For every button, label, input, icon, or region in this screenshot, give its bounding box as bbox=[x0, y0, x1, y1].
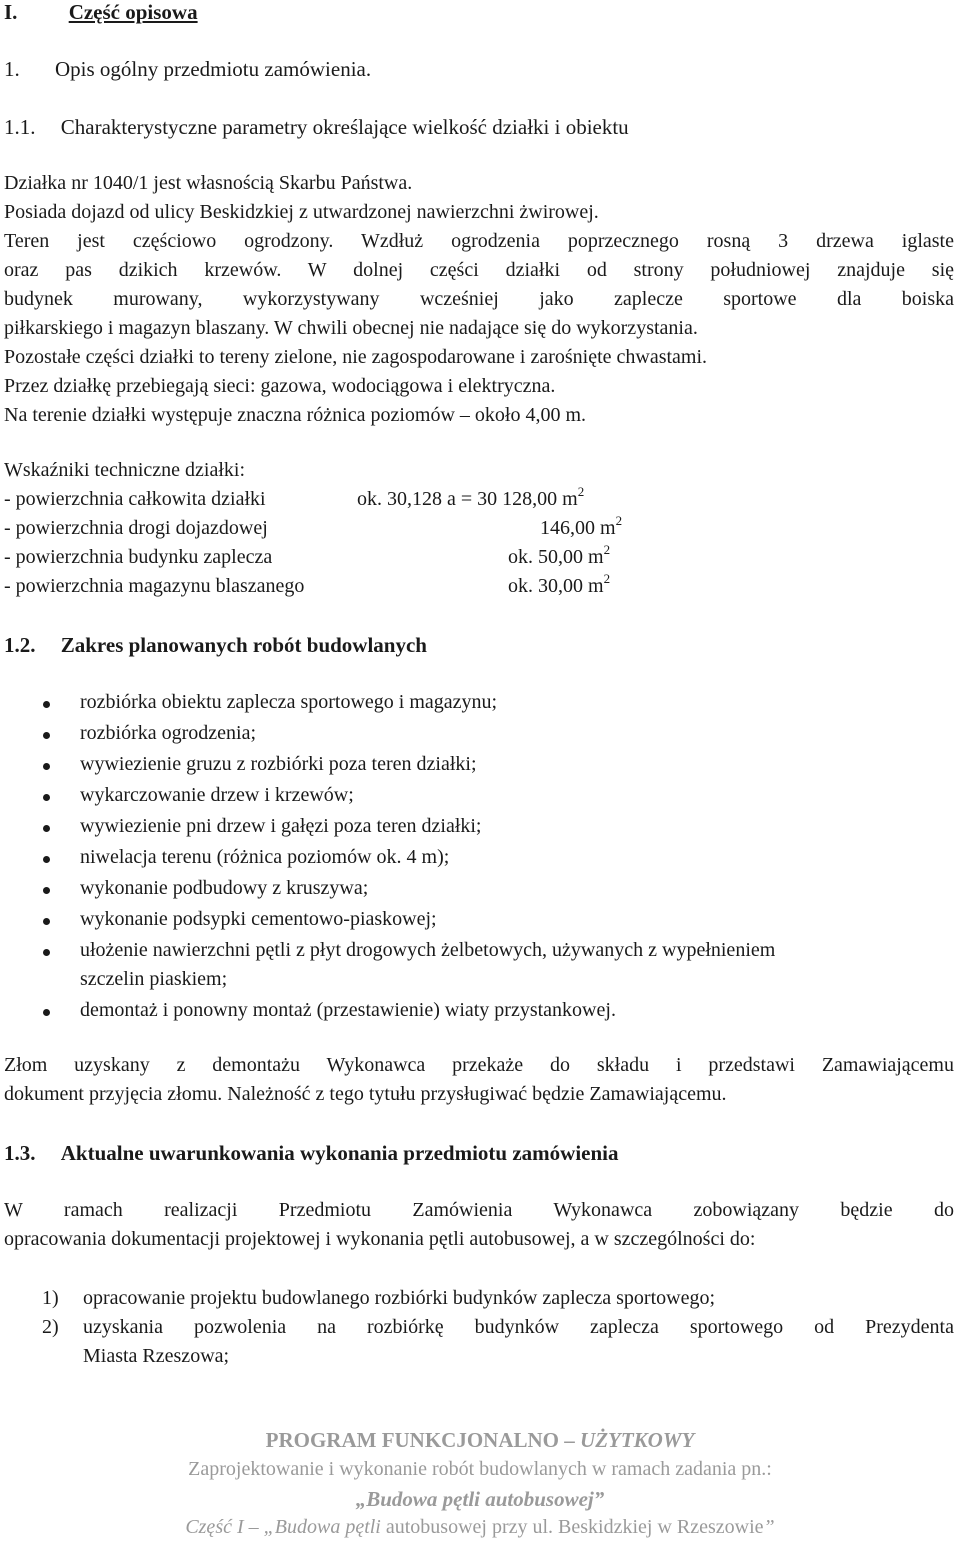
description-line: Na terenie działki występuje znaczna różnica poziomów – około 4,00 m. bbox=[4, 404, 587, 426]
indicator-value: ok. 50,00 $m^2$ bbox=[508, 542, 611, 568]
section-1-2-heading bbox=[4, 633, 427, 658]
list-item: wykarczowanie drzew i krzewów; bbox=[80, 784, 354, 806]
bullet-icon bbox=[43, 701, 50, 708]
indicator-value: ok. 30,128 a = 30 128,00 $m^2$ bbox=[357, 484, 585, 510]
list-item-continuation: szczelin piaskiem; bbox=[80, 968, 228, 990]
part-roman: I. bbox=[4, 0, 18, 24]
list-item: demontaż i ponowny montaż (przestawienie) wiaty przystankowej. bbox=[80, 999, 616, 1021]
section-number: 1. bbox=[4, 57, 20, 81]
description-line: Posiada dojazd od ulicy Beskidzkiej z utwardzonej nawierzchni żwirowej. bbox=[4, 201, 599, 223]
list-item: rozbiórka obiektu zaplecza sportowego i magazynu; bbox=[80, 691, 498, 713]
bullet-icon bbox=[43, 1009, 50, 1016]
bullet-icon bbox=[43, 794, 50, 801]
bullet-icon bbox=[43, 732, 50, 739]
section-number: 1.2. bbox=[4, 633, 36, 657]
list-item-continuation: Miasta Rzeszowa; bbox=[83, 1345, 230, 1367]
list-number: 1) bbox=[42, 1287, 59, 1309]
section-number: 1.1. bbox=[4, 115, 36, 139]
list-item: opracowanie projektu budowlanego rozbiórki budynków zaplecza sportowego; bbox=[83, 1287, 716, 1309]
list-item: wykonanie podbudowy z kruszywa; bbox=[80, 877, 369, 899]
description-line: budynek murowany, wykorzystywany wcześniej jako zaplecze sportowe dla boiska bbox=[4, 288, 954, 310]
bullet-icon bbox=[43, 763, 50, 770]
bullet-icon bbox=[43, 949, 50, 956]
description-line: Przez działkę przebiegają sieci: gazowa, wodociągowa i elektryczna. bbox=[4, 375, 556, 397]
section-title: Zakres planowanych robót budowlanych bbox=[60, 633, 427, 657]
list-item: wywiezienie gruzu z rozbiórki poza teren działki; bbox=[80, 753, 477, 775]
indicators-title: Wskaźniki techniczne działki: bbox=[4, 459, 246, 481]
footer-task-line: Zaprojektowanie i wykonanie robót budowlanych w ramach zadania pn.: bbox=[188, 1458, 772, 1480]
section-1-1-heading bbox=[4, 115, 629, 140]
bullet-icon bbox=[43, 918, 50, 925]
conditions-paragraph-line: W ramach realizacji Przedmiotu Zamówienia Wykonawca zobowiązany będzie do bbox=[4, 1199, 954, 1221]
list-item: uzyskania pozwolenia na rozbiórkę budynków zaplecza sportowego od Prezydenta bbox=[83, 1316, 954, 1338]
bullet-icon bbox=[43, 856, 50, 863]
bullet-icon bbox=[43, 887, 50, 894]
description-line: Działka nr 1040/1 jest własnością Skarbu Państwa. bbox=[4, 172, 413, 194]
section-title: Opis ogólny przedmiotu zamówienia. bbox=[55, 57, 372, 81]
indicator-label: - powierzchnia drogi dojazdowej bbox=[4, 517, 268, 539]
part-heading bbox=[4, 0, 198, 25]
list-item: rozbiórka ogrodzenia; bbox=[80, 722, 257, 744]
section-title: Aktualne uwarunkowania wykonania przedmiotu zamówienia bbox=[60, 1141, 619, 1165]
section-number: 1.3. bbox=[4, 1141, 36, 1165]
list-item: niwelacja terenu (różnica poziomów ok. 4 m); bbox=[80, 846, 450, 868]
indicator-label: - powierzchnia budynku zaplecza bbox=[4, 546, 273, 568]
footer-program-title: PROGRAM FUNKCJONALNO – UŻYTKOWY bbox=[265, 1428, 695, 1452]
list-item: wywiezienie pni drzew i gałęzi poza teren działki; bbox=[80, 815, 482, 837]
list-item: wykonanie podsypki cementowo-piaskowej; bbox=[80, 908, 437, 930]
indicator-value: ok. 30,00 $m^2$ bbox=[508, 571, 611, 597]
footer-task-name: „Budowa pętli autobusowej” bbox=[355, 1487, 605, 1511]
footer-part-line: Część I – „Budowa pętli autobusowej przy ul. Beskidzkiej w Rzeszowie” bbox=[185, 1516, 775, 1538]
list-item: ułożenie nawierzchni pętli z płyt drogowych żelbetowych, używanych z wypełnieniem bbox=[80, 939, 776, 961]
description-line: Teren jest częściowo ogrodzony. Wzdłuż ogrodzenia poprzecznego rosną 3 drzewa iglaste bbox=[4, 230, 954, 252]
part-title: Część opisowa bbox=[68, 0, 198, 24]
conditions-paragraph-line: opracowania dokumentacji projektowej i wykonania pętli autobusowej, a w szczególności do: bbox=[4, 1228, 756, 1250]
description-line: piłkarskiego i magazyn blaszany. W chwili obecnej nie nadające się do wykorzystania. bbox=[4, 317, 698, 339]
indicator-label: - powierzchnia magazynu blaszanego bbox=[4, 575, 305, 597]
description-line: oraz pas dzikich krzewów. W dolnej części działki od strony południowej znajduje się bbox=[4, 259, 954, 281]
section-1-heading bbox=[4, 57, 371, 82]
scrap-paragraph-line: dokument przyjęcia złomu. Należność z tego tytułu przysługiwać będzie Zamawiającemu. bbox=[4, 1083, 727, 1105]
list-number: 2) bbox=[42, 1316, 59, 1338]
section-1-3-heading bbox=[4, 1141, 619, 1166]
indicator-value: 146,00 $m^2$ bbox=[540, 513, 623, 539]
description-line: Pozostałe części działki to tereny zielone, nie zagospodarowane i zarośnięte chwastami. bbox=[4, 346, 708, 368]
bullet-icon bbox=[43, 825, 50, 832]
indicator-label: - powierzchnia całkowita działki bbox=[4, 488, 266, 510]
section-title: Charakterystyczne parametry określające wielkość działki i obiektu bbox=[60, 115, 629, 139]
scrap-paragraph-line: Złom uzyskany z demontażu Wykonawca przekaże do składu i przedstawi Zamawiającemu bbox=[4, 1054, 954, 1076]
